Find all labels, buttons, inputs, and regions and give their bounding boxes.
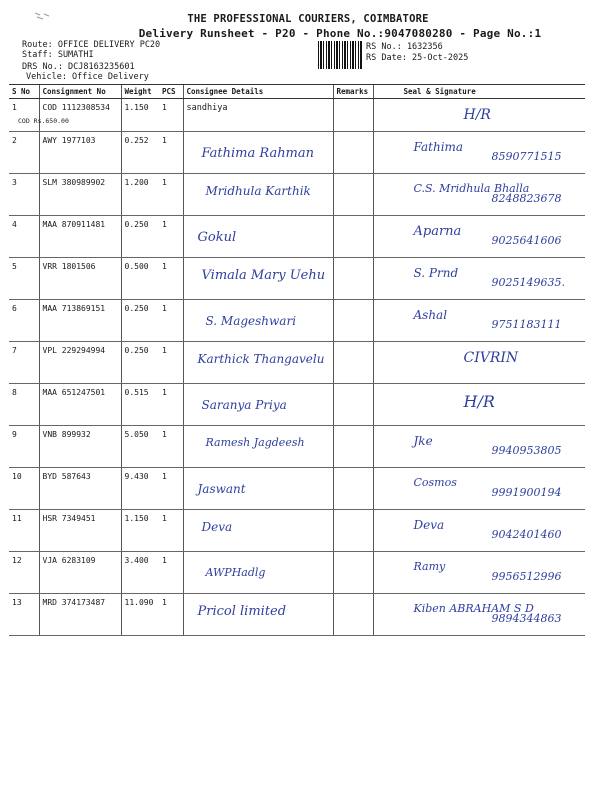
phone-handwriting: 9991900194 [491,486,562,499]
phone-handwriting: 9894344863 [491,612,562,625]
row-consignee [183,174,333,216]
row-remarks [333,594,373,636]
row-weight: 3.400 [121,552,159,594]
table-row [9,468,585,510]
consignee-handwritten-name: Fathima Rahman [201,146,315,161]
row-remarks [333,510,373,552]
row-sno: 12 [9,552,39,594]
col-sno: S No [9,85,39,99]
row-seal-signature [373,552,585,594]
consignee-handwritten-name: Ramesh Jagdeesh [205,436,305,449]
consignee-handwritten-name: Vimala Mary Uehu [201,268,326,283]
row-sno: 1 [9,99,39,132]
runsheet-title: Delivery Runsheet - P20 - Phone No.:9047080280 - Page No.:1 [138,27,542,40]
staff-label: Staff: SUMATHI [22,50,94,60]
row-pcs: 1 [159,300,183,342]
consignee-handwritten-name: Jaswant [197,482,246,496]
row-consignee [183,384,333,426]
row-remarks [333,384,373,426]
row-seal-signature [373,426,585,468]
row-consignee [183,216,333,258]
row-weight: 0.250 [121,216,159,258]
row-remarks [333,132,373,174]
table-row [9,258,585,300]
row-sno: 2 [9,132,39,174]
row-weight: 0.250 [121,300,159,342]
row-seal-signature [373,216,585,258]
row-weight: 0.515 [121,384,159,426]
vehicle-label: Vehicle: Office Delivery [26,72,149,82]
signature-handwriting: Kiben ABRAHAM S D [413,602,534,615]
row-remarks [333,300,373,342]
row-pcs: 1 [159,216,183,258]
row-weight: 0.250 [121,342,159,384]
row-remarks [333,552,373,594]
consignee-name: sandhiya [186,103,228,113]
row-consignee [183,99,333,132]
row-consignment: MAA 870911481 [39,216,121,258]
row-sno: 6 [9,300,39,342]
signature-handwriting: Cosmos [413,476,457,489]
row-sno: 9 [9,426,39,468]
table-row [9,426,585,468]
row-weight: 9.430 [121,468,159,510]
row-seal-signature [373,174,585,216]
row-consignment: MRD 374173487 [39,594,121,636]
row-sno: 11 [9,510,39,552]
row-consignment: MAA 713869151 [39,300,121,342]
row-weight: 0.500 [121,258,159,300]
table-row [9,216,585,258]
row-consignment: AWY 1977103 [39,132,121,174]
row-weight: 1.150 [121,510,159,552]
table-row [9,300,585,342]
barcode-image [318,41,362,69]
row-pcs: 1 [159,426,183,468]
row-consignee [183,468,333,510]
row-pcs: 1 [159,510,183,552]
signature-handwriting: Deva [413,518,445,532]
row-pcs: 1 [159,132,183,174]
signature-handwriting: H/R [463,392,495,411]
row-remarks [333,174,373,216]
row-pcs: 1 [159,342,183,384]
table-header-row [9,85,585,99]
row-weight: 0.252 [121,132,159,174]
row-pcs: 1 [159,99,183,132]
rs-date: RS Date: 25-Oct-2025 [366,53,469,63]
runsheet-table [9,84,585,636]
signature-handwriting: S. Prnd [413,266,459,280]
row-remarks [333,216,373,258]
phone-handwriting: 9751183111 [491,318,562,331]
row-sno: 7 [9,342,39,384]
signature-handwriting: C.S. Mridhula Bhalla [413,182,530,195]
row-consignee [183,594,333,636]
row-consignee [183,426,333,468]
consignee-handwritten-name: Karthick Thangavelu [197,352,325,366]
consignee-handwritten-name: Deva [201,520,233,534]
phone-handwriting: 9025149635. [491,276,565,289]
row-remarks [333,468,373,510]
row-pcs: 1 [159,174,183,216]
row-pcs: 1 [159,384,183,426]
row-sno: 10 [9,468,39,510]
row-weight: 11.090 [121,594,159,636]
row-consignment: VRR 1801506 [39,258,121,300]
col-pcs: PCS [159,85,183,99]
cod-amount-note: COD Rs.650.00 [18,117,69,125]
row-pcs: 1 [159,468,183,510]
row-pcs: 1 [159,594,183,636]
col-remarks: Remarks [333,85,373,99]
signature-handwriting: H/R [463,107,491,123]
signature-handwriting: Fathima [413,140,464,154]
phone-handwriting: 9025641606 [491,234,562,247]
row-consignment: VPL 229294994 [39,342,121,384]
table-row [9,552,585,594]
phone-handwriting: 8248823678 [491,192,562,205]
signature-handwriting: CIVRIN [463,350,519,366]
table-row [9,510,585,552]
row-weight: 5.050 [121,426,159,468]
row-consignment: BYD 587643 [39,468,121,510]
phone-handwriting: 9042401460 [491,528,562,541]
row-consignee [183,258,333,300]
table-row [9,384,585,426]
row-pcs: 1 [159,258,183,300]
row-seal-signature [373,258,585,300]
signature-handwriting: Ashal [413,308,448,322]
consignee-handwritten-name: Mridhula Karthik [205,184,311,198]
phone-handwriting: 9956512996 [491,570,562,583]
col-consignment: Consignment No [39,85,121,99]
row-sno: 13 [9,594,39,636]
rs-number: RS No.: 1632356 [366,42,443,52]
row-seal-signature [373,468,585,510]
row-seal-signature [373,132,585,174]
row-seal-signature [373,384,585,426]
table-row [9,594,585,636]
row-consignment: SLM 380989902 [39,174,121,216]
col-seal: Seal & Signature [373,85,585,99]
row-consignee [183,342,333,384]
row-pcs: 1 [159,552,183,594]
row-seal-signature [373,300,585,342]
consignee-handwritten-name: Saranya Priya [201,398,287,412]
table-row [9,99,585,132]
row-consignment: VNB 899932 [39,426,121,468]
row-seal-signature [373,342,585,384]
table-row [9,342,585,384]
route-label: Route: OFFICE DELIVERY PC20 [22,40,161,50]
row-consignment: VJA 6283109 [39,552,121,594]
row-consignee [183,552,333,594]
row-consignee [183,300,333,342]
consignee-handwritten-name: AWPHadlg [205,566,266,579]
row-remarks [333,342,373,384]
consignee-handwritten-name: Pricol limited [197,604,287,619]
row-remarks [333,426,373,468]
row-seal-signature [373,510,585,552]
row-consignment: COD 1112308534 [39,99,121,132]
row-sno: 8 [9,384,39,426]
signature-handwriting: Ramy [413,560,446,573]
row-remarks [333,258,373,300]
consignee-handwritten-name: S. Mageshwari [205,314,297,328]
signature-handwriting: Aparna [413,224,462,239]
row-sno: 4 [9,216,39,258]
table-row [9,132,585,174]
row-seal-signature [373,99,585,132]
row-consignee [183,510,333,552]
col-consignee: Consignee Details [183,85,333,99]
row-consignee [183,132,333,174]
row-consignment: HSR 7349451 [39,510,121,552]
phone-handwriting: 8590771515 [491,150,562,163]
row-weight: 1.200 [121,174,159,216]
row-weight: 1.150 [121,99,159,132]
row-remarks [333,99,373,132]
company-title: THE PROFESSIONAL COURIERS, COIMBATORE [187,13,429,25]
col-weight: Weight [121,85,159,99]
row-consignment: MAA 651247501 [39,384,121,426]
consignee-handwritten-name: Gokul [197,230,237,245]
row-seal-signature [373,594,585,636]
row-sno: 3 [9,174,39,216]
drs-label: DRS No.: DCJ8163235601 [22,62,135,72]
row-sno: 5 [9,258,39,300]
phone-handwriting: 9940953805 [491,444,562,457]
signature-handwriting: Jke [413,434,433,448]
table-row [9,174,585,216]
